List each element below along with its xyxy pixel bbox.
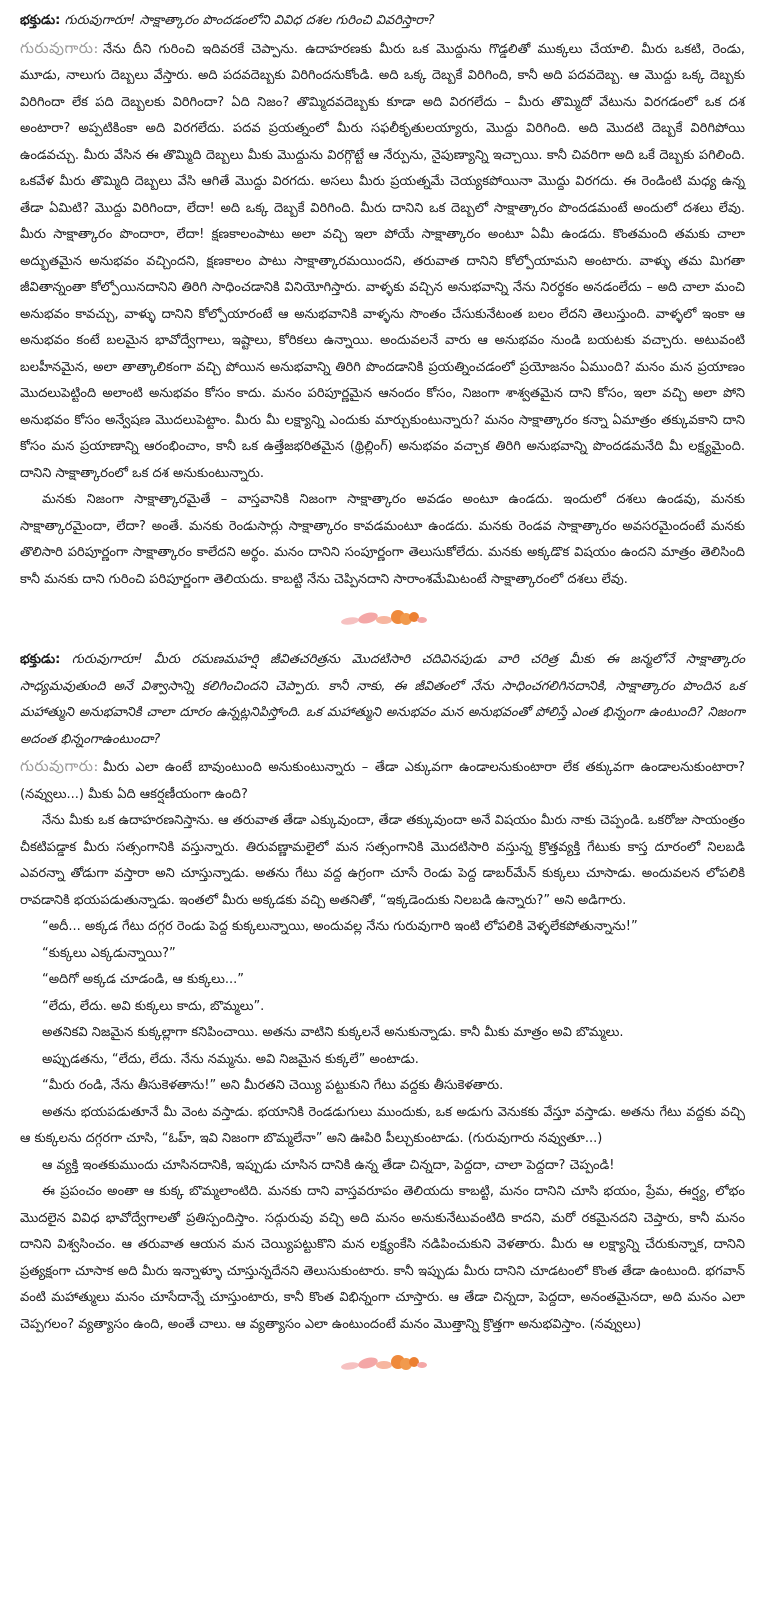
dialogue-line: “అదిగో అక్కడ చూడండి, ఆ కుక్కలు...”	[42, 972, 244, 987]
section-divider	[20, 597, 745, 637]
flower-petals-icon	[338, 605, 428, 629]
paragraph: అతను భయపడుతూనే మీ వెంట వస్తాడు. భయానికి రెండడుగులు ముందుకు, ఒక అడుగు వెనుకకు వేస్తూ వస్తాడు. అతను గేటు వద్దకు వచ్చి ఆ కుక్కలను దగ్గరగా చూసి, “ఓహ్, ఇవి నిజంగా బొమ్మలేనా” అని ఊపిరి పీల్చుకుంటాడు. (గురువుగారు నవ్వుతూ...)	[20, 1104, 745, 1146]
paragraph: ఈ ప్రపంచం అంతా ఆ కుక్క బొమ్మలాంటిది. మనకు దాని వాస్తవరూపం తెలియదు కాబట్టి, మనం దానిని చూసి భయం, ప్రేమ, ఈర్ష్య, లోభం మొదలైన వివిధ భావోద్వేగాలతో ప్రతిస్పందిస్తాం. సద్గురువు వచ్చి అది మనం అనుకునేటువంటిది కాదని, మరో రకమైనదని చెప్తారు, కానీ మనం దానిని విశ్వసించం. ఆ తరువాత ఆయన మన చెయ్యిపట్టుకొని మన లక్ష్యంకేసి నడిపించుకుని వెళతారు. మీరు ఆ లక్ష్యాన్ని చేరుకున్నాక, దానిని ప్రత్యక్షంగా చూసాక అది మీరు ఇన్నాళ్ళూ చూస్తున్నదేనని తెలుసుకుంటారు. కానీ ఇప్పుడు మీరు దానిని చూడటంలో కొంత తేడా ఉంటుంది. భగవాన్ వంటి మహాత్ములు మనం చూసేదాన్నే చూస్తుంటారు, కానీ కొంత విభిన్నంగా చూస్తారు. ఆ తేడా చిన్నదా, పెద్దదా, అనంతమైనదా, అది మనం ఎలా చెప్పగలం? వ్యత్యాసం ఉంది, అంతే చాలు. ఆ వ్యత్యాసం ఎలా ఉంటుందంటే మనం మొత్తాన్ని క్రొత్తగా అనుభవిస్తాం. (నవ్వులు)	[20, 1184, 745, 1332]
dialogue-line: “కుక్కలు ఎక్కడున్నాయి?”	[42, 945, 176, 961]
dialogue-line: “అదీ... అక్కడ గేటు దగ్గర రెండు పెద్ద కుక్కలున్నాయి, అందువల్ల నేను గురువుగారి ఇంటి లోపలికి వెళ్ళలేకపోతున్నాను!”	[42, 919, 638, 934]
qa-section-2	[20, 647, 745, 1338]
speaker-devotee-label: భక్తుడు:	[20, 13, 61, 28]
dialogue-line: అతనికవి నిజమైన కుక్కల్లాగా కనిపించాయి. అతను వాటిని కుక్కలనే అనుకున్నాడు. కానీ మీకు మాత్రం అవి బొమ్మలు.	[42, 1025, 624, 1040]
qa-section-1	[20, 8, 745, 593]
dialogue-line: “లేదు, లేదు. అవి కుక్కలు కాదు, బొమ్మలు”.	[42, 998, 265, 1014]
dialogue-line: అప్పుడతను, “లేదు, లేదు. నేను నమ్మను. అవి నిజమైన కుక్కలే” అంటాడు.	[42, 1051, 419, 1067]
speaker-guru-label: గురువుగారు:	[20, 757, 99, 775]
paragraph: నేను మీకు ఒక ఉదాహరణనిస్తాను. ఆ తరువాత తేడా ఎక్కువుందా, తేడా తక్కువుందా అనే విషయం మీరు నాకు చెప్పండి. ఒకరోజు సాయంత్రం చీకటిపడ్డాక మీరు సత్సంగానికి వస్తున్నారు. తిరువణ్ణామలైలో మన సత్సంగానికి మొదటిసారి వస్తున్న క్రొత్తవ్యక్తి గేటుకు కాస్త దూరంలో నిలబడి ఎవరన్నా తోడుగా వస్తారా అని చూస్తున్నాడు. అతను గేటు వద్ద ఉగ్రంగా చూసే రెండు పెద్ద డాబర్‌మేన్ కుక్కలు చూసాడు. అందువలన లోపలికి రావడానికి భయపడుతున్నాడు. ఇంతలో మీరు అక్కడకు వచ్చి అతనితో, “ఇక్కడెందుకు నిలబడి ఉన్నారు?” అని అడిగారు.	[20, 813, 745, 908]
devotee-question	[20, 647, 745, 753]
speaker-guru-label: గురువుగారు:	[20, 38, 99, 57]
paragraph: ఆ వ్యక్తి ఇంతకుముందు చూసినదానికి, ఇప్పుడు చూసిన దానికి ఉన్న తేడా చిన్నదా, పెద్దదా, చాలా పెద్దదా? చెప్పండి!	[42, 1157, 615, 1173]
speaker-devotee-label: భక్తుడు:	[20, 652, 61, 667]
section-divider	[20, 1342, 745, 1382]
answer-text: మీరు ఎలా ఉంటే బావుంటుంది అనుకుంటున్నారు – తేడా ఎక్కువగా ఉండాలనుకుంటారా లేక తక్కువగా ఉండాలనుకుంటారా? (నవ్వులు...) మీకు ఏది ఆకర్షణీయంగా ఉంది?	[20, 760, 745, 802]
devotee-question	[20, 8, 745, 35]
question-text: గురువుగారూ! సాక్షాత్కారం పొందడంలోని వివిధ దశల గురించి వివరిస్తారా?	[64, 13, 435, 28]
answer-text: నేను దీని గురించి ఇదివరకే చెప్పాను. ఉదాహరణకు మీరు ఒక మొద్దును గొడ్డలితో ముక్కలు చేయాలి. మీరు ఒకటి, రెండు, మూడు, నాలుగు దెబ్బలు వేస్తారు. అది పదవదెబ్బకు విరిగిందనుకోండి. అది ఒక్క దెబ్బకే విరిగింది, కానీ అది పదవదెబ్బ. ఆ మొద్దు ఒక్క దెబ్బకు విరిగిందా లేక పది దెబ్బలకు విరిగిందా? ఏది నిజం? తొమ్మిదవదెబ్బకు కూడా అది విరగలేదు – మీరు తొమ్మిదో వేటును విరగడంలో ఒక దశ అంటారా? అప్పటికింకా అది విరగలేదు. పదవ ప్రయత్నంలో మీరు సఫలీకృతులయ్యారు, మొద్దు విరిగింది. అది మొదటి దెబ్బకే విరిగిపోయి ఉండవచ్చు. మీరు వేసిన ఈ తొమ్మిది దెబ్బలు మీకు మొద్దును విరగ్గొట్టే ఆ నేర్పును, నైపుణ్యాన్ని ఇచ్చాయి. కానీ చివరిగా అది ఒకే దెబ్బకు పగిలింది. ఒకవేళ మీరు తొమ్మిది దెబ్బలు వేసి ఆగితే మొద్దు విరగదు. అసలు మీరు ప్రయత్నమే చెయ్యకపోయినా మొద్దు విరగదు. ఈ రెండింటి మధ్య ఉన్న తేడా ఏమిటి? మొద్దు విరిగిందా, లేదా! అది ఒక్క దెబ్బకే విరిగింది. మీరు దానిని ఒక దెబ్బలో సాక్షాత్కారం పొందడమంటే అందులో దశలు లేవు. మీరు సాక్షాత్కారం పొందారా, లేదా! క్షణకాలంపాటు అలా వచ్చి ఇలా పోయే సాక్షాత్కారం అంటూ ఏమీ ఉండదు. కొంతమంది తమకు చాలా అద్భుతమైన అనుభవం వచ్చిందని, క్షణకాలం పాటు సాక్షాత్కారమయిందని, తరువాత దానిని కోల్పోయామని అంటారు. వాళ్ళు తమ మిగతా జీవితాన్నంతా కోల్పోయినదానిని తిరిగి సాధించడానికి వినియోగిస్తారు. వాళ్ళకు వచ్చిన అనుభవాన్ని నేను నిరర్థకం అనడంలేదు – అది చాలా మంచి అనుభవం కావచ్చు, వాళ్ళు దానిని కోల్పోయారంటే ఆ అనుభవానికి వాళ్ళను సొంతం చేసుకునేటంత బలం లేదని తెలుస్తుంది. వాళ్ళలో ఇంకా ఆ అనుభవం కంటే బలమైన భావోద్వేగాలు, ఇష్టాలు, కోరికలు ఉన్నాయి. అందువలనే వారు ఆ అనుభవం నుండి బయటకు వచ్చారు. అటువంటి బలహీనమైన, అలా తాత్కాలికంగా వచ్చి పోయిన అనుభవాన్ని తిరిగి పొందడానికి ప్రయత్నించడంలో ప్రయోజనం ఏముంది? మనం మన ప్రయాణం మొదలుపెట్టింది అలాంటి అనుభవం కోసం కాదు. మనం పరిపూర్ణమైన ఆనందం కోసం, నిజంగా శాశ్వతమైన దాని కోసం, ఇలా వచ్చి అలా పోని అనుభవం కోసం అన్వేషణ మొదలుపెట్టాం. మీరు మీ లక్ష్యాన్ని ఎందుకు మార్చుకుంటున్నారు? మనం సాక్షాత్కారం కన్నా ఏమాత్రం తక్కువకాని దాని కోసం మన ప్రయాణాన్ని ఆరంభించాం, కానీ ఒక ఉత్తేజభరితమైన (థ్రిల్లింగ్) అనుభవం వచ్చాక తిరిగి అనుభవాన్ని పొందడమనేది మీ లక్ష్యమైంది. దానిని సాక్షాత్కారంలో ఒక దశ అనుకుంటున్నారు.	[20, 41, 745, 481]
paragraph: మనకు నిజంగా సాక్షాత్కారమైతే – వాస్తవానికి నిజంగా సాక్షాత్కారం అవడం అంటూ ఉండదు. ఇందులో దశలు ఉండవు, మనకు సాక్షాత్కారమైందా, లేదా? అంతే. మనకు రెండుసార్లు సాక్షాత్కారం కావడమంటూ ఉండదు. మనకు రెండవ సాక్షాత్కారం అవసరమైందంటే మనకు తొలిసారి పరిపూర్ణంగా సాక్షాత్కారం కాలేదని అర్థం. మనం దానిని సంపూర్ణంగా తెలుసుకోలేదు. మనకు అక్కడొక విషయం ఉందని మాత్రం తెలిసింది కానీ మనకు దాని గురించి పరిపూర్ణంగా తెలియదు. కాబట్టి నేను చెప్పినదాని సారాంశమేమిటంటే సాక్షాత్కారంలో దశలు లేవు.	[20, 492, 745, 587]
guru-answer	[20, 753, 745, 808]
flower-petals-icon	[338, 1350, 428, 1374]
question-text: గురువుగారూ! మీరు రమణమహర్షి జీవితచరిత్రను మొదటిసారి చదివినపుడు వారి చరిత్ర మీకు ఈ జన్మలోనే సాక్షాత్కారం సాధ్యమవుతుంది అనే విశ్వాసాన్ని కలిగించిందని చెప్పారు. కానీ నాకు, ఈ జీవితంలో నేను సాధించగలిగినదానికి, సాక్షాత్కారం పొందిన ఒక మహాత్ముని అనుభవానికి చాలా దూరం ఉన్నట్లనిపిస్తోంది. ఒక మహాత్ముని అనుభవం మన అనుభవంతో పోలిస్తే ఎంత భిన్నంగా ఉంటుంది? నిజంగా అదంత భిన్నంగాఉంటుందా?	[20, 652, 745, 747]
dialogue-line: “మీరు రండి, నేను తీసుకెళతాను!” అని మీరతని చెయ్యి పట్టుకుని గేటు వద్దకు తీసుకెళతారు.	[42, 1078, 504, 1093]
guru-answer	[20, 35, 745, 488]
